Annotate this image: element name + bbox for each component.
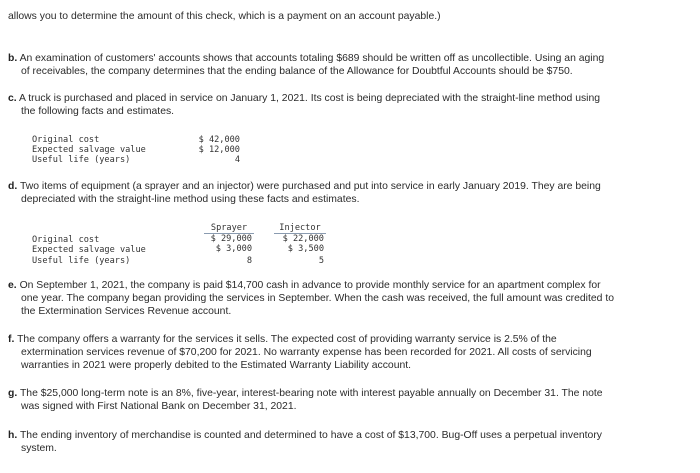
item-e-label: e. — [8, 280, 17, 291]
item-c-line1: A truck is purchased and placed in service on January 1, 2021. Its cost is being depreciated with the straight-line method using — [19, 93, 601, 104]
item-e-line1: On September 1, 2021, the company is paid $14,700 cash in advance to provide monthly service for an apartment complex for — [19, 280, 601, 291]
item-c — [8, 93, 600, 119]
item-b — [8, 53, 604, 79]
sprayer-salvage: $ 3,000 — [215, 244, 252, 254]
item-f-line1: The company offers a warranty for the services it sells. The expected cost of providing warranty service is 2.5% of the — [17, 334, 557, 345]
item-g-line2: was signed with First National Bank on December 31, 2021. — [21, 400, 297, 412]
item-g — [8, 388, 603, 414]
truck-value-cost: $ 42,000 — [198, 135, 240, 145]
truck-value-life: 4 — [234, 155, 240, 165]
item-b-line2: of receivables, the company determines that the ending balance of the Allowance for Doubtful Accounts should be $750. — [21, 65, 573, 77]
header-sprayer: Sprayer — [210, 223, 248, 233]
truck-label-salvage: Expected salvage value — [32, 145, 146, 155]
item-h-line2: system. — [21, 442, 57, 454]
truck-label-cost: Original cost — [32, 135, 100, 145]
sprayer-cost: $ 29,000 — [210, 234, 252, 244]
item-d — [8, 181, 601, 207]
truck-value-salvage: $ 12,000 — [198, 145, 240, 155]
item-b-line1: An examination of customers' accounts shows that accounts totaling $689 should be written off as uncollectible. Using an aging — [19, 53, 605, 64]
intro-text — [8, 11, 441, 24]
injector-cost: $ 22,000 — [282, 234, 324, 244]
item-f-line3: warranties in 2021 were properly debited to the Estimated Warranty Liability account. — [21, 359, 412, 371]
item-h-line1: The ending inventory of merchandise is counted and determined to have a cost of $13,700. Bug-Off uses a perpetual inventory — [19, 430, 602, 441]
header-injector: Injector — [279, 223, 321, 233]
injector-salvage: $ 3,500 — [287, 244, 324, 254]
sprayer-life: 8 — [246, 256, 252, 266]
equip-label-salvage: Expected salvage value — [32, 245, 146, 255]
item-f-line2: extermination services revenue of $70,200 for 2021. No warranty expense has been recorded for 2021. All costs of servicing — [21, 346, 592, 358]
item-d-line1: Two items of equipment (a sprayer and an injector) were purchased and put into service in early January 2019. They are being — [19, 181, 601, 192]
item-f-label: f. — [8, 334, 15, 345]
item-e-line3: the Extermination Services Revenue account. — [21, 305, 232, 317]
injector-life: 5 — [318, 256, 324, 266]
equip-label-life: Useful life (years) — [32, 256, 131, 266]
equip-label-cost: Original cost — [32, 235, 100, 245]
truck-label-life: Useful life (years) — [32, 155, 131, 165]
item-c-label: c. — [8, 93, 17, 104]
item-c-line2: the following facts and estimates. — [21, 105, 175, 117]
item-h-label: h. — [8, 430, 18, 441]
item-d-label: d. — [8, 181, 18, 192]
item-e-line2: one year. The company began providing the services in September. When the cash was received, the full amount was credited to — [21, 292, 614, 304]
item-e — [8, 280, 614, 318]
item-h — [8, 430, 602, 456]
item-d-line2: depreciated with the straight-line method using these facts and estimates. — [21, 193, 360, 205]
item-b-label: b. — [8, 53, 18, 64]
intro-line: allows you to determine the amount of this check, which is a payment on an account payable.) — [8, 11, 441, 22]
item-g-label: g. — [8, 388, 18, 399]
item-f — [8, 334, 592, 372]
item-g-line1: The $25,000 long-term note is an 8%, five-year, interest-bearing note with interest payable annually on December 31. The note — [19, 388, 603, 399]
